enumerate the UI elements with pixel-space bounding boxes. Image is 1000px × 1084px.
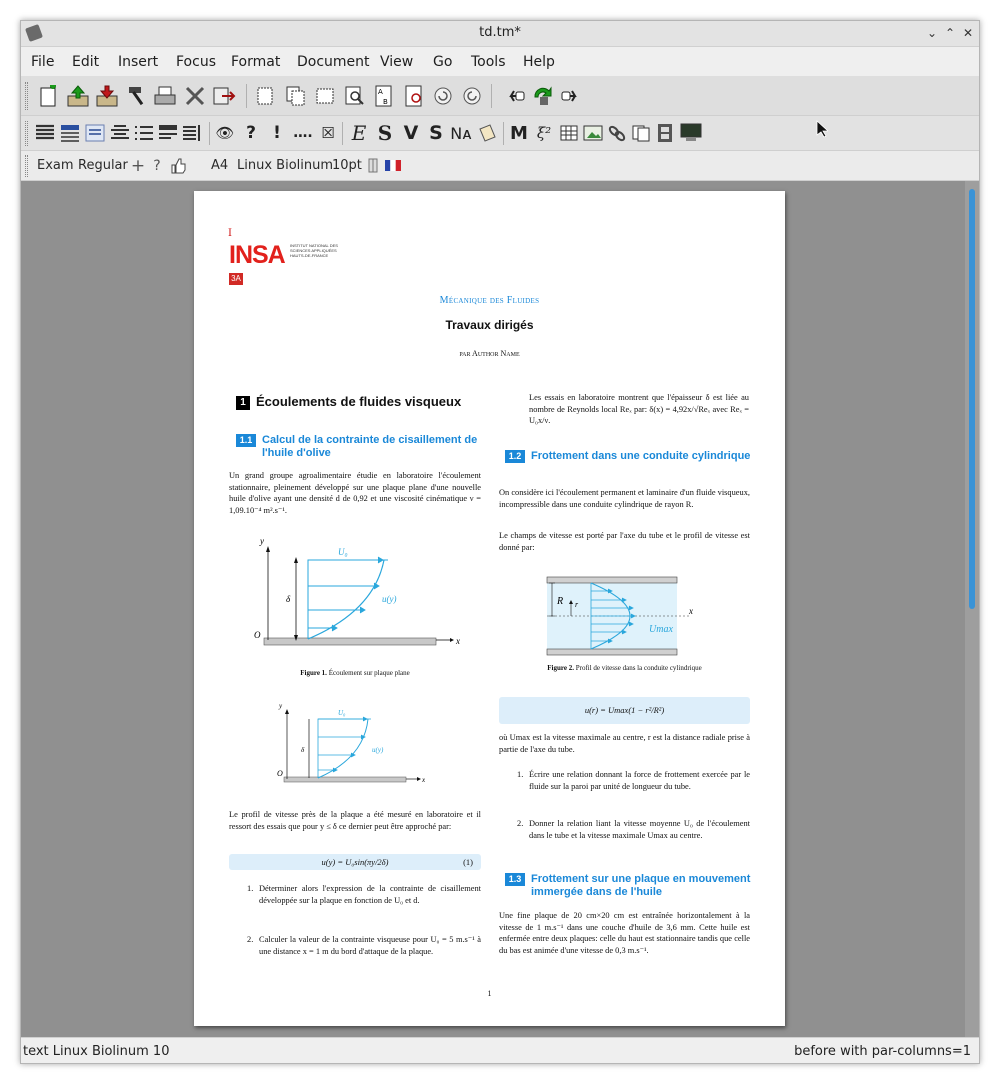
caption-number: Figure 1. (300, 669, 327, 677)
scrollbar-thumb[interactable] (969, 189, 975, 609)
status-bar (21, 1037, 979, 1064)
math-symbol-icon[interactable]: ξ² (536, 124, 552, 142)
redo-icon[interactable] (459, 82, 485, 110)
subsection-heading (505, 450, 750, 478)
exclamation-icon[interactable]: ! (273, 123, 281, 143)
cut-icon[interactable] (253, 82, 279, 110)
paragraph: Le champs de vitesse est porté par l'axe du tube et le profil de vitesse est donné par: (499, 531, 750, 552)
caption-text: Profil de vitesse dans la conduite cylindrique (575, 664, 702, 672)
equation-box (499, 697, 750, 724)
itemize-icon[interactable] (132, 121, 156, 145)
course-title: Mécanique des Fluides (439, 295, 540, 306)
replace-icon[interactable] (371, 82, 397, 110)
paragraph: Le profil de vitesse près de la plaque a été mesuré en laboratoire et il ressort des essais que pour y ≤ δ ce dernier peut être approché par: (229, 810, 481, 831)
delta-label: δ (286, 594, 291, 604)
caption-text: Écoulement sur plaque plane (328, 669, 410, 677)
u0-label: U₀ (338, 547, 348, 557)
app-window (20, 20, 980, 1064)
format-toolbar (21, 116, 979, 151)
svg-text:A: A (378, 88, 383, 96)
verbatim-icon[interactable]: V (403, 122, 419, 144)
uy-label: u(y) (382, 594, 397, 604)
emphasis-icon[interactable]: E (351, 121, 367, 145)
r-label: r (575, 600, 579, 609)
enumerate-icon[interactable] (156, 121, 180, 145)
variant-selector[interactable]: Regular (78, 158, 128, 173)
subsection-heading (505, 873, 750, 901)
radius-label: R (557, 596, 564, 607)
equation-box (229, 854, 481, 870)
minimize-button[interactable]: ⌄ (926, 26, 938, 40)
x-axis-label: x (689, 606, 693, 616)
equation: u(y) = U₀sin(πy/2δ) (321, 857, 389, 867)
subsection-title: Frottement sur une plaque en mouvement immergée dans de l'huile (531, 873, 751, 898)
figure-caption (229, 669, 481, 677)
copy-icon[interactable] (283, 82, 309, 110)
equation-number: (1) (463, 857, 473, 867)
language-flag-icon[interactable] (384, 159, 402, 172)
window-title: td.tm* (479, 25, 521, 40)
menu-document[interactable]: Document (297, 54, 370, 70)
main-toolbar (21, 76, 979, 116)
year-badge: 3A (229, 273, 243, 285)
origin-label: O (254, 630, 261, 640)
list-item: 1. Écrire une relation donnant la force de frottement exercée par le fluide sur la paroi par unité de longueur du tube. (517, 770, 750, 791)
figure-pipe-flow (539, 574, 704, 659)
close-button[interactable]: ✕ (962, 26, 974, 40)
mode-toolbar (21, 151, 979, 181)
origin-label: O (277, 769, 283, 778)
preferences-tools-icon[interactable] (182, 82, 208, 110)
add-package-icon[interactable]: + (130, 156, 146, 176)
forward-hand-icon[interactable] (559, 82, 587, 110)
page-layout-icon[interactable] (367, 157, 379, 174)
list-item: 2. Calculer la valeur de la contrainte visqueuse pour U₀ = 5 m.s⁻¹ à une distance x = 1 m du bord d'attaque de la plaque. (247, 935, 481, 956)
document-viewport[interactable] (21, 181, 965, 1037)
pipe-wall-top (547, 577, 677, 583)
monitor-icon[interactable] (678, 120, 704, 146)
figure-plate-flow-copy (276, 703, 436, 795)
menu-help[interactable]: Help (523, 54, 555, 70)
document-page[interactable] (194, 191, 785, 1026)
paragraph: On considère ici l'écoulement permanent et laminaire d'un fluide visqueux, incompressible dans une conduite cylindrique de rayon R. (499, 488, 750, 509)
toolbar-grip[interactable] (25, 155, 28, 177)
menu-insert[interactable]: Insert (118, 54, 159, 70)
u0-label: U₀ (338, 709, 346, 717)
film-icon[interactable] (653, 120, 677, 146)
font-size-selector[interactable]: 10pt (332, 158, 362, 173)
page-number: 1 (487, 989, 492, 998)
section-title: Écoulements de fluides visqueux (256, 394, 462, 409)
ellipsis-icon[interactable]: …. (293, 125, 313, 141)
status-right: before with par-columns=1 (794, 1044, 971, 1059)
help-icon[interactable]: ? (153, 158, 161, 174)
subsection-title: Calcul de la contrainte de cisaillement de l'huile d'olive (262, 434, 478, 459)
new-document-icon[interactable] (35, 82, 61, 110)
insa-logo: INSA (229, 241, 285, 269)
paragraph: Les essais en laboratoire montrent que l'épaisseur δ est liée au nombre de Reynolds local Reₓ par: δ(x) = 4,92x/√Reₓ avec Reₓ = U₀x/ν. (529, 393, 749, 425)
menu-file[interactable]: File (31, 54, 55, 70)
equation: u(r) = Umax(1 − r²/R²) (584, 705, 665, 715)
section-number: 1 (236, 396, 250, 410)
align-center-icon[interactable] (108, 121, 132, 145)
velocity-profile-curve (308, 560, 384, 639)
paragraph: Un grand groupe agroalimentaire étudie en laboratoire l'écoulement stationnaire, pleinement développé sur une plaque plane d'une nouvelle huile d'olive ayant une densité d de 0,92 et une viscosité cinématique ν = 1,09.10⁻⁴ m².s⁻¹. (229, 471, 481, 515)
export-icon[interactable] (211, 82, 237, 110)
subsection-title: Frottement dans une conduite cylindrique (531, 450, 751, 462)
math-mode-icon[interactable]: M (510, 122, 528, 144)
note-icon[interactable] (475, 120, 499, 146)
undo-icon[interactable] (430, 82, 456, 110)
question-icon[interactable]: ? (246, 123, 256, 143)
document-title: Travaux dirigés (445, 318, 534, 332)
paragraph: où Umax est la vitesse maximale au centre, r est la distance radiale prise à partie de l'axe du tube. (499, 733, 750, 754)
menu-format[interactable]: Format (231, 54, 281, 70)
plate (264, 638, 436, 645)
title-block-icon[interactable] (58, 121, 82, 145)
pages-icon[interactable] (629, 120, 653, 146)
thumbs-up-icon[interactable] (169, 155, 187, 177)
svg-text:B: B (383, 98, 388, 106)
print-icon[interactable] (152, 82, 178, 110)
x-axis-label: x (422, 776, 426, 784)
checkbox-cross-icon[interactable]: ☒ (321, 124, 335, 142)
figure-plate-flow (254, 536, 469, 661)
search-icon[interactable] (342, 82, 368, 110)
menu-view[interactable]: View (380, 54, 414, 70)
toolbar-grip[interactable] (25, 82, 28, 110)
name-icon[interactable]: Nᴀ (450, 123, 472, 143)
figure-caption (499, 664, 750, 672)
section-heading (236, 394, 461, 410)
link-icon[interactable] (605, 120, 629, 146)
table-icon[interactable] (557, 120, 581, 146)
document-author: par Author Name (459, 349, 520, 358)
style-selector[interactable]: Exam (37, 158, 74, 173)
back-hand-icon[interactable] (499, 82, 527, 110)
paper-size-selector[interactable]: A4 (211, 158, 229, 173)
list-item: 2. Donner la relation liant la vitesse moyenne U₀ de l'écoulement dans le tube et la vitesse maximale Umax au centre. (517, 819, 750, 840)
y-axis-label: y (279, 703, 283, 710)
menu-focus[interactable]: Focus (176, 54, 216, 70)
image-icon[interactable] (581, 120, 605, 146)
subsection-heading (236, 434, 481, 462)
paragraph: Une fine plaque de 20 cm×20 cm est entraînée horizontalement à la vitesse de 1 m.s⁻¹ dans une couche d'huile de 3,6 mm. Cette huile est enfermée entre deux plaques: celle du haut est stationnaire tandis que celle du bas est animée d'une vitesse de 0,3 m.s⁻¹. (499, 911, 750, 955)
mouse-cursor-icon (815, 119, 829, 139)
menu-tools[interactable]: Tools (471, 54, 506, 70)
eye-icon[interactable]: 👁 (215, 124, 235, 142)
vertical-scrollbar[interactable] (965, 181, 979, 1037)
paragraph-box-icon[interactable] (83, 121, 107, 145)
caption-number: Figure 2. (547, 664, 574, 672)
subsection-number: 1.2 (505, 450, 525, 463)
subsection-number: 1.3 (505, 873, 525, 886)
maximize-button[interactable]: ⌃ (944, 26, 956, 40)
umax-label: Umax (649, 624, 673, 635)
paste-icon[interactable] (312, 82, 338, 110)
subsection-number: 1.1 (236, 434, 256, 447)
open-document-icon[interactable] (65, 82, 91, 110)
sample-icon[interactable]: S (429, 122, 443, 144)
y-axis-label: y (260, 536, 264, 546)
menu-bar (21, 48, 979, 76)
font-selector[interactable]: Linux Biolinum (237, 158, 334, 173)
pipe-wall-bottom (547, 649, 677, 655)
description-list-icon[interactable] (180, 121, 204, 145)
toolbar-grip[interactable] (25, 121, 28, 146)
x-axis-label: x (456, 636, 460, 646)
refresh-icon[interactable] (529, 80, 557, 110)
status-left: text Linux Biolinum 10 (23, 1044, 170, 1059)
align-left-icon[interactable] (33, 121, 57, 145)
text-cursor: I (228, 228, 232, 239)
list-item: 1. Déterminer alors l'expression de la contrainte de cisaillement développée sur la plaque en fonction de U₀ et d. (247, 884, 481, 905)
title-bar (21, 21, 979, 47)
strong-icon[interactable]: S (377, 121, 393, 145)
menu-edit[interactable]: Edit (72, 54, 100, 70)
uy-label: u(y) (372, 746, 384, 754)
save-document-icon[interactable] (94, 82, 120, 110)
insa-logo-subtitle: INSTITUT NATIONAL DES SCIENCES APPLIQUÉES HAUTS-DE-FRANCE (290, 243, 338, 258)
menu-go[interactable]: Go (433, 54, 453, 70)
build-hammer-icon[interactable] (124, 82, 150, 110)
delta-label: δ (301, 746, 305, 754)
spell-check-icon[interactable] (401, 82, 427, 110)
